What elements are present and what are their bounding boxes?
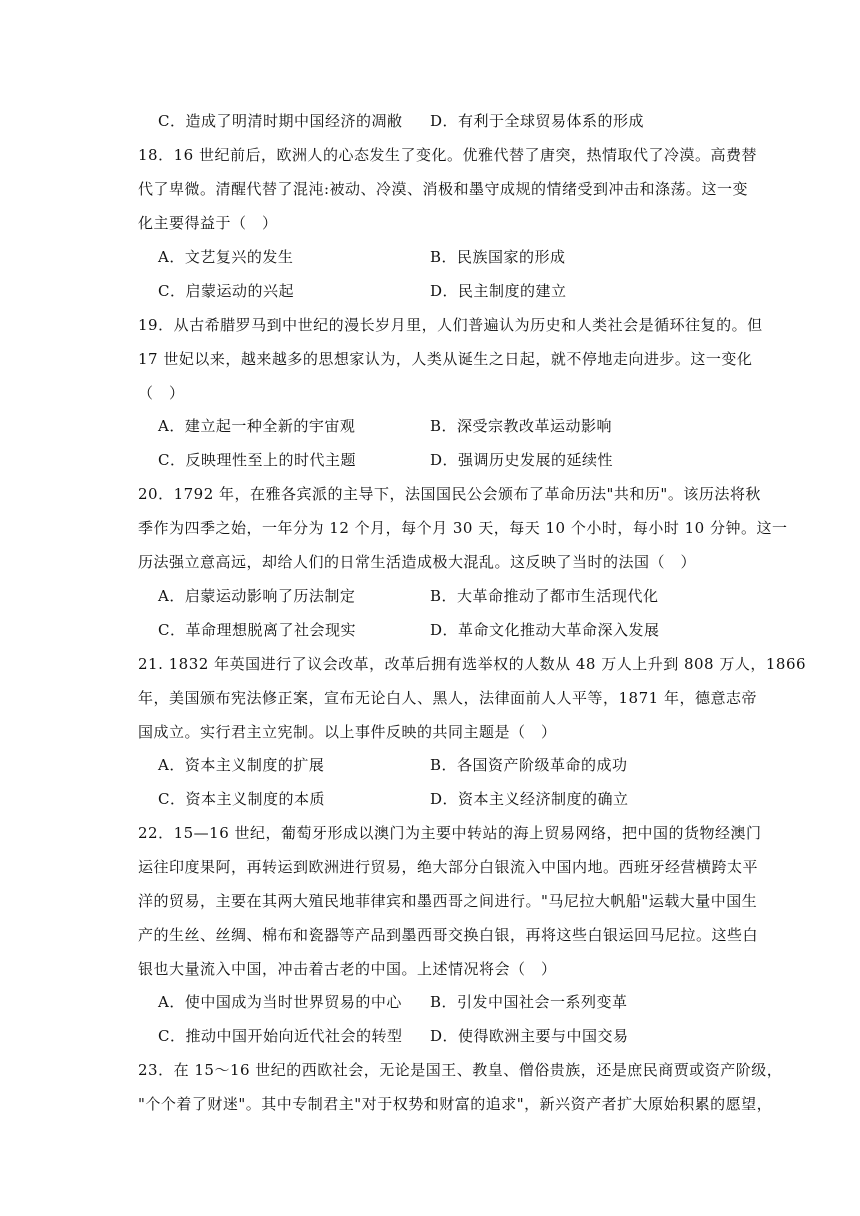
question-18-option-b: B．民族国家的形成: [430, 248, 566, 266]
question-20-option-d: D．革命文化推动大革命深入发展: [430, 621, 660, 639]
question-18-line-3: 化主要得益于（ ）: [138, 214, 278, 232]
question-23-line-1: 23．在 15～16 世纪的西欧社会，无论是国王、教皇、僧俗贵族，还是庶民商贾或资产阶级，: [138, 1061, 783, 1079]
question-19-line-3: （ ）: [138, 384, 185, 402]
question-21-line-2: 年，美国颁布宪法修正案，宣布无论白人、黑人，法律面前人人平等，1871 年，德意志帝: [138, 689, 757, 707]
question-20-line-3: 历法强立意高远，却给人们的日常生活造成极大混乱。这反映了当时的法国（ ）: [138, 553, 697, 571]
question-19-option-b: B．深受宗教改革运动影响: [430, 417, 613, 435]
question-19-option-a: A．建立起一种全新的宇宙观: [158, 417, 356, 435]
question-22-option-a: A．使中国成为当时世界贸易的中心: [158, 993, 402, 1011]
question-21-option-c: C．资本主义制度的本质: [158, 790, 325, 808]
option-c: C．造成了明清时期中国经济的凋敝: [158, 112, 403, 130]
question-20-option-a: A．启蒙运动影响了历法制定: [158, 587, 356, 605]
question-19-line-2: 17 世妃以来，越来越多的思想家认为，人类从诞生之日起，就不停地走向进步。这一变化: [138, 350, 753, 368]
question-18-option-c: C．启蒙运动的兴起: [158, 282, 294, 300]
question-19-option-d: D．强调历史发展的延续性: [430, 451, 614, 469]
question-21-option-a: A．资本主义制度的扩展: [158, 756, 325, 774]
question-23-line-2: "个个着了财迷"。其中专制君主"对于权势和财富的追求"，新兴资产者扩大原始积累的愿望，: [138, 1095, 773, 1113]
question-19-line-1: 19．从古希腊罗马到中世纪的漫长岁月里，人们普遍认为历史和人类社会是循环往复的。但: [138, 316, 763, 334]
question-22-line-5: 银也大量流入中国，冲击着古老的中国。上述情况将会（ ）: [138, 960, 557, 978]
option-d: D．有利于全球贸易体系的形成: [430, 112, 645, 130]
question-21-line-3: 国成立。实行君主立宪制。以上事件反映的共同主题是（ ）: [138, 723, 557, 741]
question-22-line-1: 22．15—16 世纪，葡萄牙形成以澳门为主要中转站的海上贸易网络，把中国的货物经澳门: [138, 824, 762, 842]
question-22-line-2: 运往印度果阿，再转运到欧洲进行贸易，绝大部分白银流入中国内地。西班牙经营横跨太平: [138, 858, 759, 876]
question-22-option-c: C．推动中国开始向近代社会的转型: [158, 1027, 403, 1045]
question-18-option-d: D．民主制度的建立: [430, 282, 567, 300]
question-22-option-d: D．使得欧洲主要与中国交易: [430, 1027, 629, 1045]
question-22-line-4: 产的生丝、丝绸、棉布和瓷器等产品到墨西哥交换白银，再将这些白银运回马尼拉。这些白: [138, 926, 759, 944]
question-22-line-3: 洋的贸易，主要在其两大殖民地菲律宾和墨西哥之间进行。"马尼拉大帆船"运载大量中国生: [138, 892, 758, 910]
question-21-line-1: 21. 1832 年英国进行了议会改革，改革后拥有选举权的人数从 48 万人上升到 808 万人，1866: [138, 655, 807, 673]
question-18-line-1: 18．16 世纪前后，欧洲人的心态发生了变化。优雅代替了唐突，热情取代了冷漠。高费替: [138, 146, 757, 164]
question-20-option-c: C．革命理想脱离了社会现实: [158, 621, 356, 639]
question-18-line-2: 代了卑微。清醒代替了混沌:被动、冷漠、消极和墨守成规的情绪受到冲击和涤荡。这一变: [138, 180, 749, 198]
question-21-option-d: D．资本主义经济制度的确立: [430, 790, 629, 808]
question-18-option-a: A．文艺复兴的发生: [158, 248, 294, 266]
question-22-option-b: B．引发中国社会一系列变革: [430, 993, 628, 1011]
question-20-line-1: 20．1792 年，在雅各宾派的主导下，法国国民公会颁布了革命历法"共和历"。该历法将秋: [138, 485, 761, 503]
question-19-option-c: C．反映理性至上的时代主题: [158, 451, 356, 469]
question-21-option-b: B．各国资产阶级革命的成功: [430, 756, 628, 774]
question-20-line-2: 季作为四季之始，一年分为 12 个月，每个月 30 天，每天 10 个小时，每小时 10 分钟。这一: [138, 519, 788, 537]
question-20-option-b: B．大革命推动了都市生活现代化: [430, 587, 659, 605]
